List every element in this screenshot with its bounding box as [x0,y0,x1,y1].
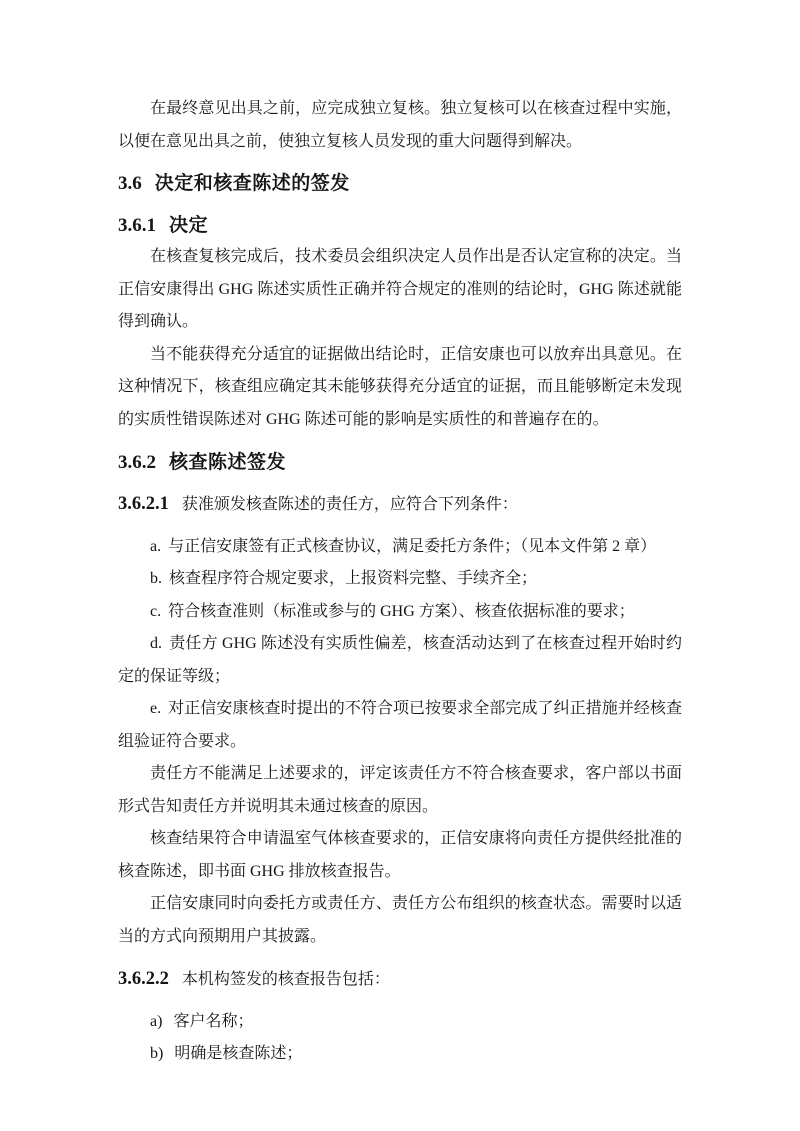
list-item-e-marker: e. [150,700,162,717]
list-item-c [118,596,682,629]
heading-3-6-number: 3.6 [118,173,142,194]
list-item-c-text: 符合核查准则（标准或参与的 GHG 方案）、核查依据标准的要求； [168,602,635,620]
report-item-a-marker: a) [150,1012,163,1030]
report-item-b [118,1038,682,1071]
paragraph-status-disclosure: 正信安康同时向委托方或责任方、责任方公布组织的核查状态。需要时以适当的方式向预期用户其披露。 [118,895,682,945]
heading-3-6 [118,169,682,199]
list-item-b-text: 核查程序符合规定要求，上报资料完整、手续齐全； [169,570,538,587]
heading-3-6-1-title: 决定 [169,215,209,236]
report-item-a [118,1006,682,1039]
paragraph-fail-requirements: 责任方不能满足上述要求的，评定该责任方不符合核查要求，客户部以书面形式告知责任方并说明其未通过核查的原因。 [118,765,682,815]
heading-3-6-title: 决定和核查陈述的签发 [154,173,350,194]
heading-3-6-2 [118,448,682,478]
report-item-b-marker: b) [150,1045,164,1062]
list-item-e [118,693,682,758]
paragraph-approved-statement: 核查结果符合申请温室气体核查要求的，正信安康将向责任方提供经批准的核查陈述，即书面 GHG 排放核查报告。 [118,830,682,880]
heading-3-6-2-1 [118,488,682,522]
list-item-b-marker: b. [150,570,162,587]
report-item-a-text: 客户名称； [173,1012,254,1030]
heading-3-6-2-1-number: 3.6.2.1 [118,494,169,514]
list-item-e-text: 对正信安康核查时提出的不符合项已按要求全部完成了纠正措施并经核查组验证符合要求。 [118,700,682,750]
list-item-a-text: 与正信安康签有正式核查协议，满足委托方条件；（见本文件第 2 章） [168,537,657,555]
heading-3-6-2-title: 核查陈述签发 [169,452,287,473]
list-item-d-text: 责任方 GHG 陈述没有实质性偏差，核查活动达到了在核查过程开始时约定的保证等级； [118,635,682,685]
heading-3-6-2-2-text: 本机构签发的核查报告包括： [181,971,390,988]
report-item-b-text: 明确是核查陈述； [174,1045,303,1062]
heading-3-6-2-2-number: 3.6.2.2 [118,969,169,989]
list-item-d-marker: d. [150,635,162,652]
heading-3-6-1 [118,211,682,241]
heading-3-6-1-number: 3.6.1 [118,215,156,236]
paragraph-abandon-opinion: 当不能获得充分适宜的证据做出结论时，正信安康也可以放弃出具意见。在这种情况下，核查组应确定其未能够获得充分适宜的证据，而且能够断定未发现的实质性错误陈述对 GHG 陈述可能的影响是实质性的和普遍存在的。 [118,345,682,428]
paragraph-independent-review: 在最终意见出具之前，应完成独立复核。独立复核可以在核查过程中实施，以便在意见出具之前，使独立复核人员发现的重大问题得到解决。 [118,100,682,150]
list-item-a [118,531,682,564]
list-item-b [118,563,682,596]
heading-3-6-2-number: 3.6.2 [118,452,156,473]
list-item-a-marker: a. [150,537,162,555]
heading-3-6-2-1-text: 获准颁发核查陈述的责任方，应符合下列条件： [181,496,518,513]
list-item-d [118,628,682,693]
paragraph-decision-confirmation: 在核查复核完成后，技术委员会组织决定人员作出是否认定宣称的决定。当正信安康得出 GHG 陈述实质性正确并符合规定的准则的结论时，GHG 陈述就能得到确认。 [118,248,682,330]
list-item-c-marker: c. [150,602,162,620]
heading-3-6-2-2 [118,963,682,997]
